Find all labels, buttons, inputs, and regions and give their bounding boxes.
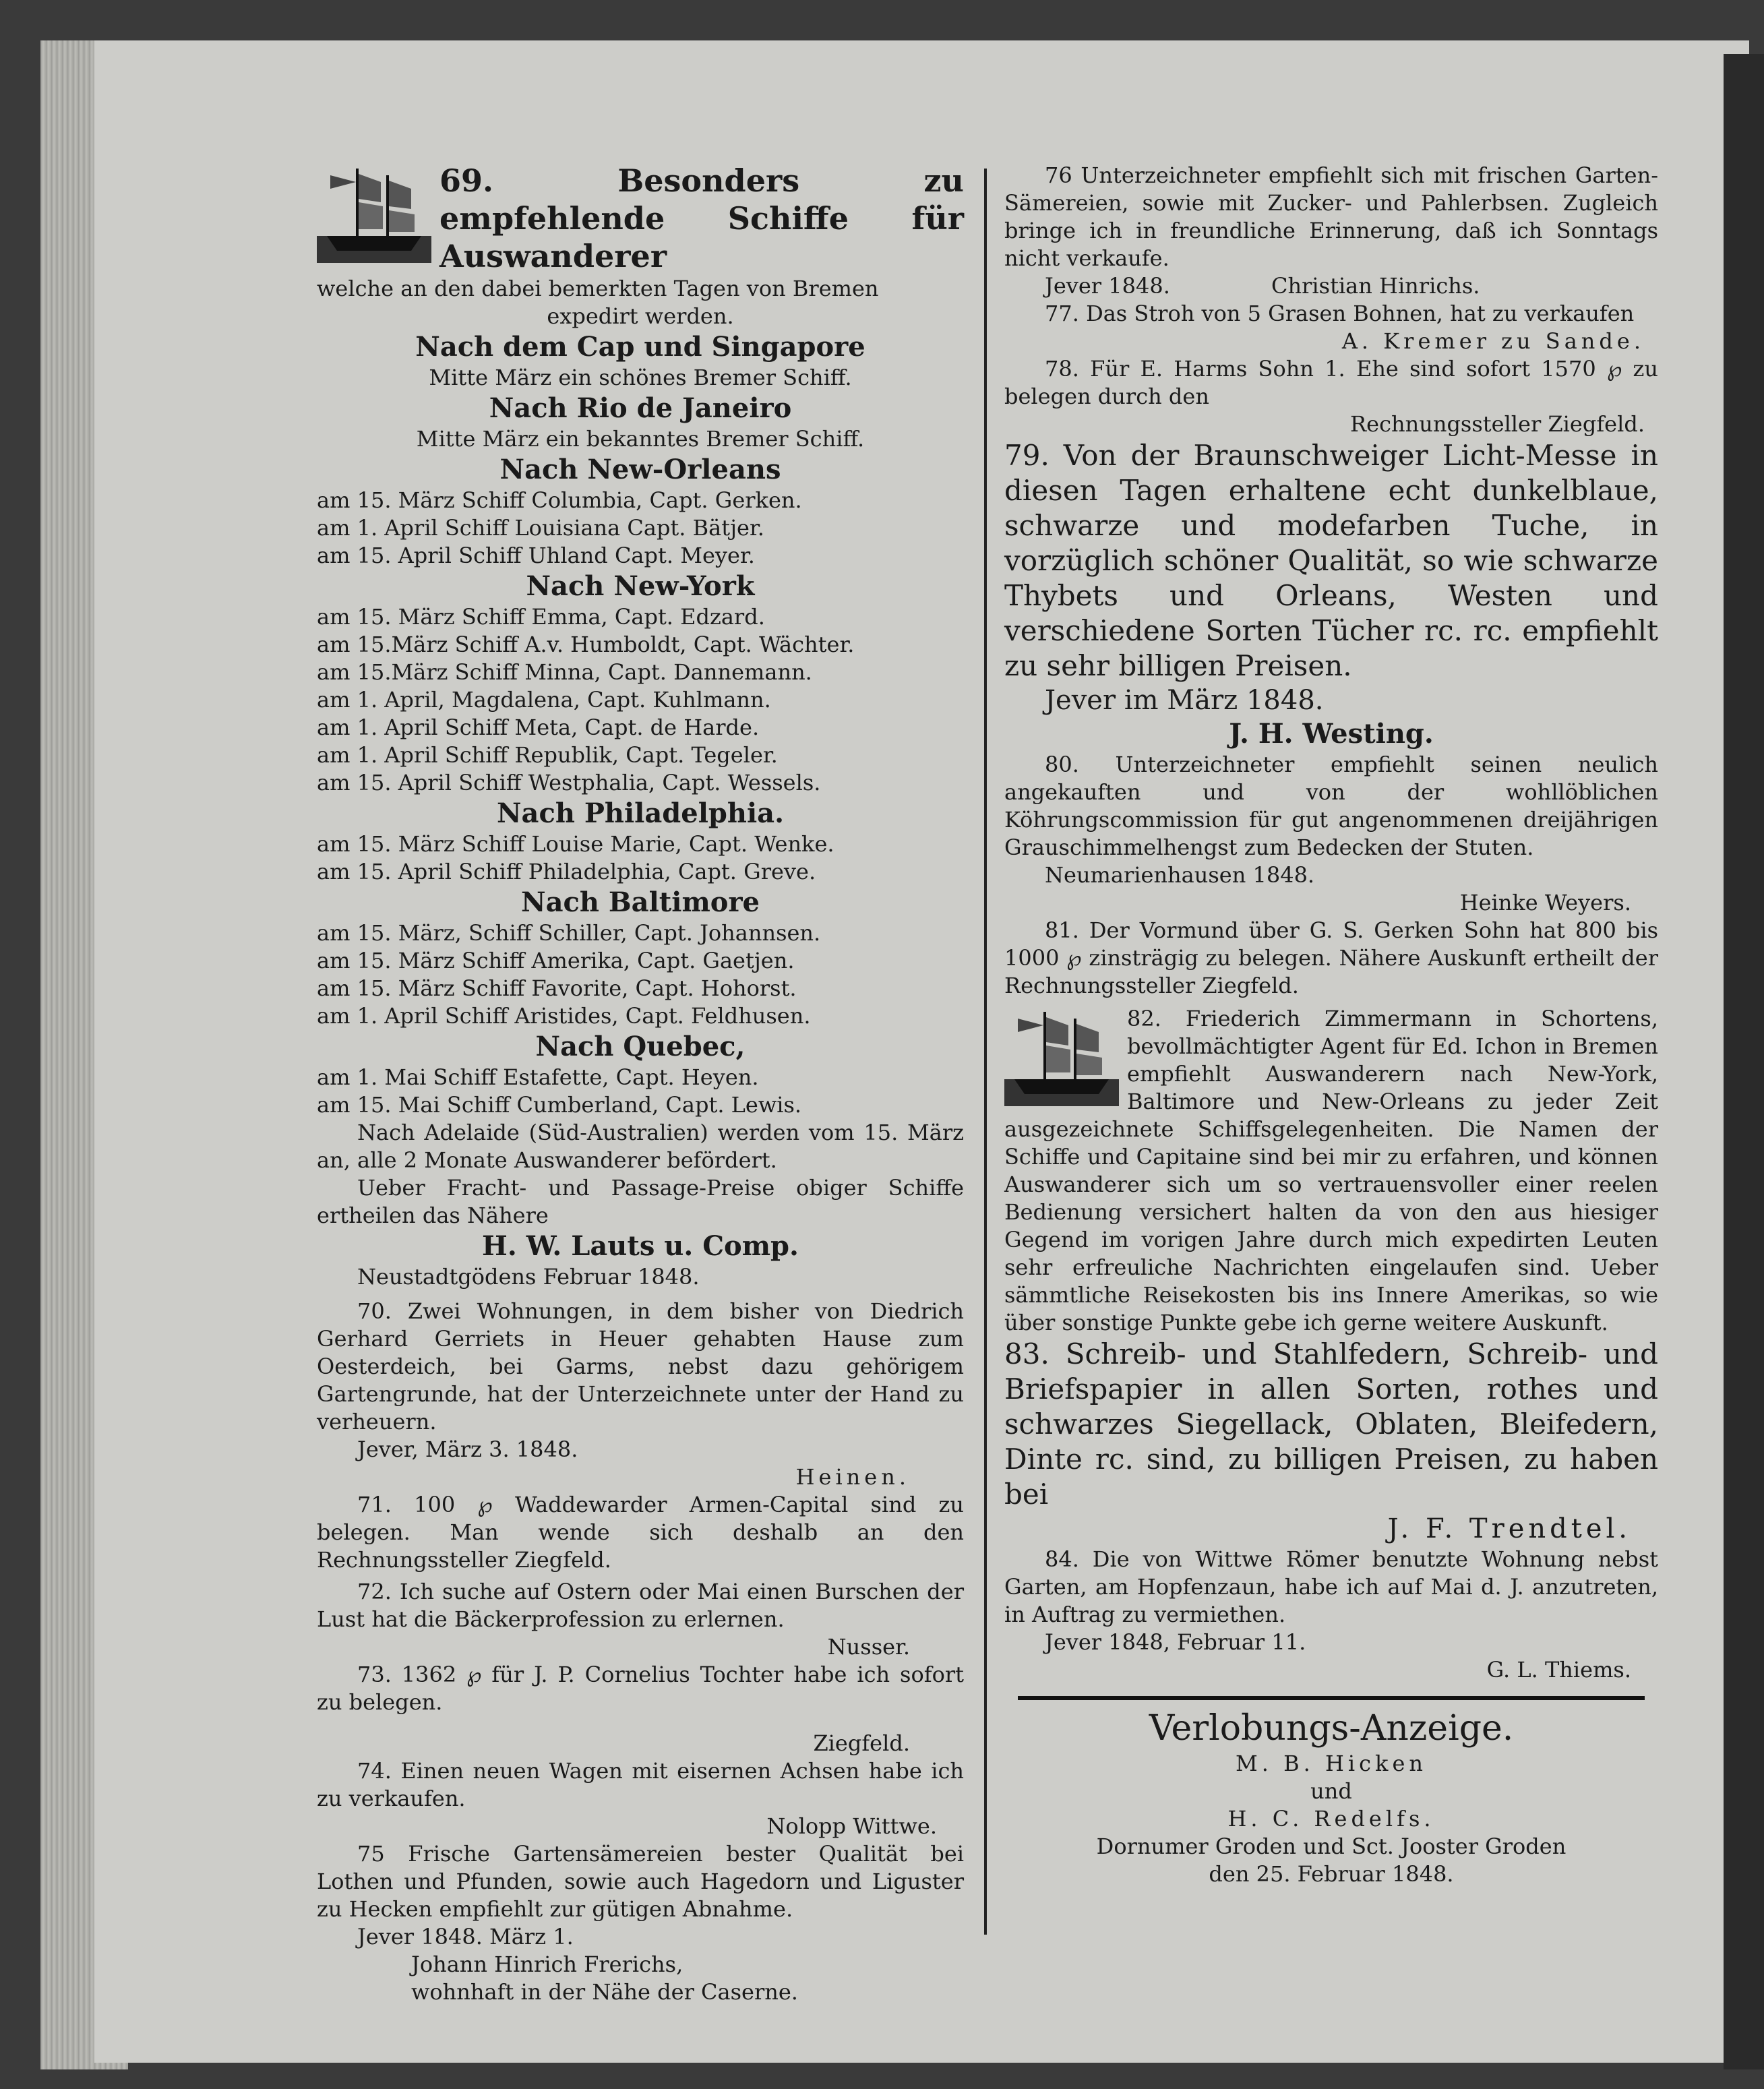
ad-83-signature: J. F. Trendtel.	[1387, 1513, 1631, 1544]
announcement-title: Verlobungs-Anzeige.	[1149, 1708, 1514, 1749]
ad-78-signature: Rechnungssteller Ziegfeld.	[1350, 411, 1645, 437]
ship-line: am 15. März, Schiff Schiller, Capt. Johannsen.	[317, 920, 821, 946]
ad-73-signature: Ziegfeld.	[813, 1730, 910, 1756]
ad-75-signature-1: Johann Hinrich Frerichs,	[411, 1951, 683, 1977]
ship-line: am 1. Mai Schiff Estafette, Capt. Heyen.	[317, 1064, 759, 1090]
rio-title: Nach Rio de Janeiro	[489, 392, 792, 424]
ad-71	[317, 1491, 964, 1574]
ad-75	[317, 1840, 964, 2006]
ad-72	[317, 1578, 964, 1661]
engagement-announcement	[1004, 1707, 1658, 1888]
ad-70-signature: Heinen.	[795, 1464, 910, 1490]
ad-74	[317, 1757, 964, 1840]
ad-75-signature-2: wohnhaft in der Nähe der Caserne.	[411, 1979, 798, 2005]
ad-76-text: 76 Unterzeichneter empfiehlt sich mit frischen Garten-Sämereien, sowie mit Zucker- und Pahlerbsen. Zugleich bringe ich in freundliche Erinnerung, daß ich Sonntags nicht verkaufe.	[1004, 162, 1658, 271]
ad-77	[1004, 300, 1658, 355]
ad-69-place: Neustadtgödens Februar 1848.	[357, 1264, 700, 1290]
ad-69-sub1: welche an den dabei bemerkten Tagen von Bremen	[317, 276, 879, 301]
ad-74-signature: Nolopp Wittwe.	[766, 1813, 937, 1839]
ad-81-text: 81. Der Vormund über G. S. Gerken Sohn hat 800 bis 1000 ℘ zinsträgig zu belegen. Nähere Auskunft ertheilt der Rechnungssteller Ziegfeld.	[1004, 917, 1658, 998]
ad-79-place: Jever im März 1848.	[1045, 685, 1324, 716]
fracht-para: Ueber Fracht- und Passage-Preise obiger Schiffe ertheilen das Nähere	[317, 1175, 964, 1228]
ad-76	[1004, 162, 1658, 300]
ship-line: am 15. März Schiff Amerika, Capt. Gaetjen.	[317, 948, 795, 973]
ad-72-signature: Nusser.	[827, 1634, 910, 1660]
cap-line: Mitte März ein schönes Bremer Schiff.	[429, 365, 852, 390]
rio-line: Mitte März ein bekanntes Bremer Schiff.	[416, 426, 865, 452]
ship-line: am 15. März Schiff Columbia, Capt. Gerken.	[317, 487, 802, 513]
separator-rule	[1018, 1696, 1645, 1700]
announcement-date: den 25. Februar 1848.	[1209, 1861, 1454, 1887]
ship-line: am 15. April Schiff Westphalia, Capt. Wessels.	[317, 770, 821, 795]
ship-line: am 1. April Schiff Republik, Capt. Tegeler.	[317, 742, 778, 768]
ad-84-signature: G. L. Thiems.	[1486, 1657, 1631, 1683]
ad-80-place: Neumarienhausen 1848.	[1045, 862, 1315, 888]
ad-83	[1004, 1337, 1658, 1546]
ad-76-footer	[1004, 272, 1658, 300]
announcement-name-1: M. B. Hicken	[1236, 1751, 1427, 1776]
ship-icon	[1004, 1005, 1119, 1106]
ad-70-text: 70. Zwei Wohnungen, in dem bisher von Diedrich Gerhard Gerriets in Heuer gehabten Hause zum Oesterdeich, bei Garms, nebst dazu gehörigem Gartengrunde, hat der Unterzeichnete unter der Hand zu verheuern.	[317, 1298, 964, 1434]
ad-78-text: 78. Für E. Harms Sohn 1. Ehe sind sofort 1570 ℘ zu belegen durch den	[1004, 356, 1658, 409]
left-column	[317, 162, 964, 2006]
ad-80	[1004, 751, 1658, 917]
adelaide-para: Nach Adelaide (Süd-Australien) werden vom 15. März an, alle 2 Monate Auswanderer befördert.	[317, 1120, 964, 1173]
announcement-and: und	[1310, 1778, 1352, 1804]
announcement-name-2: H. C. Redelfs.	[1227, 1806, 1435, 1831]
ad-73	[317, 1661, 964, 1757]
ad-84-text: 84. Die von Wittwe Römer benutzte Wohnung nebst Garten, am Hopfenzaun, habe ich auf Mai d. J. anzutreten, in Auftrag zu vermiethen.	[1004, 1546, 1658, 1627]
ad-84	[1004, 1546, 1658, 1684]
announcement-place: Dornumer Groden und Sct. Jooster Groden	[1096, 1834, 1567, 1859]
ship-line: am 1. April Schiff Aristides, Capt. Feldhusen.	[317, 1003, 811, 1029]
ship-line: am 1. April, Magdalena, Capt. Kuhlmann.	[317, 687, 771, 713]
ship-line: am 15. April Schiff Uhland Capt. Meyer.	[317, 543, 755, 568]
right-column	[1004, 162, 1658, 1888]
ad-84-place: Jever 1848, Februar 11.	[1045, 1629, 1306, 1655]
ad-82-text: 82. Friederich Zimmermann in Schortens, bevollmächtigter Agent für Ed. Ichon in Bremen empfiehlt Auswanderern nach New-York, Baltimore und New-Orleans zu jeder Zeit ausgezeichnete Schiffsgelegenheiten. Die Namen der Schiffe und Capitaine sind bei mir zu erfahren, und können Auswanderer sich um so vertrauensvoller einer reelen Bedienung versichert halten da von den aus hiesiger Gegend im vorigen Jahre durch mich expedirten Leuten sehr erfreuliche Nachrichten eingelaufen sind. Ueber sämmtliche Reisekosten bis ins Innere Amerikas, so wie über sonstige Punkte gebe ich gerne weitere Auskunft.	[1004, 1006, 1658, 1335]
ad-71-text: 71. 100 ℘ Waddewarder Armen-Capital sind zu belegen. Man wende sich deshalb an den Rechnungssteller Ziegfeld.	[317, 1492, 964, 1573]
ship-line: am 15. Mai Schiff Cumberland, Capt. Lewis.	[317, 1092, 802, 1118]
ad-81	[1004, 917, 1658, 1000]
ship-icon	[317, 162, 431, 263]
ad-76-place: Jever 1848.	[1045, 273, 1170, 299]
ad-70	[317, 1298, 964, 1491]
ad-83-text: 83. Schreib- und Stahlfedern, Schreib- und Briefspapier in allen Sorten, rothes und schwarzes Siegellack, Oblaten, Bleifedern, Dinte rc. sind, zu billigen Preisen, zu haben bei	[1004, 1337, 1658, 1511]
ad-82	[1004, 1005, 1658, 1337]
ship-line: am 15. März Schiff Favorite, Capt. Hohorst.	[317, 975, 797, 1001]
ad-74-text: 74. Einen neuen Wagen mit eisernen Achsen habe ich zu verkaufen.	[317, 1758, 964, 1811]
ad-80-text: 80. Unterzeichneter empfiehlt seinen neulich angekauften und von der wohllöblichen Köhrungscommission für gut angenommenen dreijährigen Grauschimmelhengst zum Bedecken der Stuten.	[1004, 752, 1658, 860]
ad-79	[1004, 438, 1658, 751]
cap-title: Nach dem Cap und Singapore	[415, 331, 865, 363]
column-rule	[984, 169, 987, 1935]
ad-79-signature: J. H. Westing.	[1229, 718, 1434, 750]
ad-77-text: 77. Das Stroh von 5 Grasen Bohnen, hat zu verkaufen	[1045, 301, 1635, 326]
ad-79-text: 79. Von der Braunschweiger Licht-Messe in diesen Tagen erhaltene echt dunkelblaue, schwarze und modefarben Tuche, in vorzüglich schöner Qualität, so wie schwarze Thybets und Orleans, Westen und verschiedene Sorten Tücher rc. rc. empfiehlt zu sehr billigen Preisen.	[1004, 439, 1658, 682]
quebec-title: Nach Quebec,	[535, 1031, 746, 1062]
ship-line: am 15.März Schiff A.v. Humboldt, Capt. Wächter.	[317, 632, 855, 657]
new-orleans-title: Nach New-Orleans	[499, 454, 781, 485]
ad-75-text: 75 Frische Gartensämereien bester Qualität bei Lothen und Pfunden, sowie auch Hagedorn und Liguster zu Hecken empfiehlt zur gütigen Abnahme.	[317, 1841, 964, 1922]
ad-78	[1004, 355, 1658, 438]
page-edge-right	[1724, 54, 1764, 2069]
new-york-title: Nach New-York	[526, 570, 755, 602]
ship-line: am 1. April Schiff Meta, Capt. de Harde.	[317, 715, 760, 740]
baltimore-title: Nach Baltimore	[521, 886, 760, 918]
ad-75-place: Jever 1848. März 1.	[357, 1924, 574, 1949]
ship-line: am 15. April Schiff Philadelphia, Capt. Greve.	[317, 859, 816, 884]
ad-77-signature: A. Kremer zu Sande.	[1341, 328, 1645, 354]
ad-69-sub2: expedirt werden.	[547, 303, 734, 329]
ad-73-text: 73. 1362 ℘ für J. P. Cornelius Tochter habe ich sofort zu belegen.	[317, 1662, 964, 1715]
philadelphia-title: Nach Philadelphia.	[496, 797, 784, 829]
ship-line: am 15.März Schiff Minna, Capt. Dannemann.	[317, 659, 812, 685]
ad-69	[317, 162, 964, 1291]
ad-69-heading: 69. Besonders zu empfehlende Schiffe für Auswanderer	[439, 162, 964, 274]
ad-72-text: 72. Ich suche auf Ostern oder Mai einen Burschen der Lust hat die Bäckerprofession zu erlernen.	[317, 1579, 964, 1632]
ad-76-signature: Christian Hinrichs.	[1271, 273, 1480, 299]
ad-70-place: Jever, März 3. 1848.	[357, 1436, 578, 1462]
ship-line: am 15. März Schiff Emma, Capt. Edzard.	[317, 604, 765, 630]
ship-line: am 1. April Schiff Louisiana Capt. Bätjer.	[317, 515, 764, 541]
ad-80-signature: Heinke Weyers.	[1459, 890, 1631, 915]
firm-name: H. W. Lauts u. Comp.	[482, 1230, 799, 1262]
ship-line: am 15. März Schiff Louise Marie, Capt. Wenke.	[317, 831, 834, 857]
